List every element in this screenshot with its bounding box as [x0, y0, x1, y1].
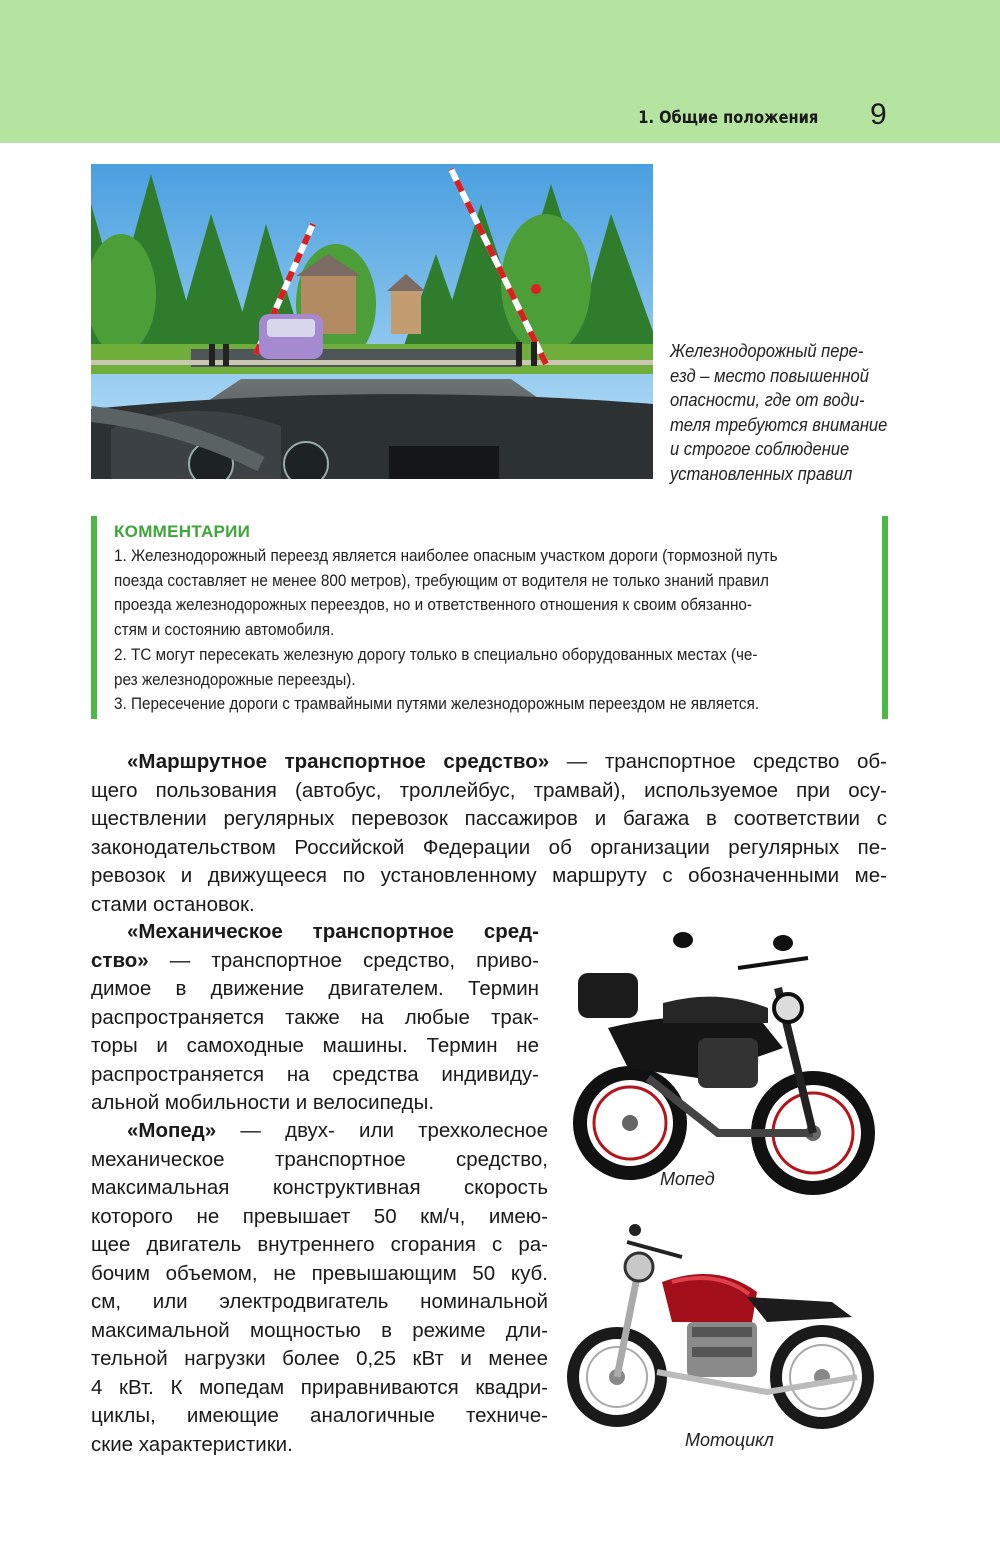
text-line: распространяется на средства индивиду- [91, 1062, 539, 1086]
comment-line: проезда железнодорожных переездов, но и ответственного отношения к своим обязанно- [114, 595, 753, 615]
moped-illustration [568, 928, 876, 1196]
text-line: 4 кВт. К мопедам приравниваются квадри- [91, 1375, 548, 1399]
text-line: ские характеристики. [91, 1432, 293, 1456]
definition-mechanical-vehicle [91, 918, 539, 1118]
text-line: см, или электродвигатель номинальной [91, 1290, 548, 1313]
term: «Мопед» [127, 1119, 217, 1142]
comments-title: КОММЕНТАРИИ [114, 522, 251, 541]
text-line: торы и самоходные машины. Термин не [91, 1034, 539, 1057]
caption-line: и строгое соблюдение [670, 439, 850, 459]
header-band [0, 0, 1000, 143]
text-line: ство» — транспортное средство, приво- [91, 948, 539, 972]
caption-line: опасности, где от води- [670, 390, 865, 410]
text-line: механическое транспортное средство, [91, 1147, 548, 1171]
comments-box [91, 516, 888, 719]
text-line: альной мобильности и велосипеды. [91, 1091, 435, 1114]
motorcycle-illustration [567, 1222, 879, 1430]
text-line: стами остановок. [91, 892, 255, 916]
term: ство» [91, 948, 149, 972]
text-line: которого не превышает 50 км/ч, имею- [91, 1204, 548, 1228]
comment-line: рез железнодорожные переезды). [114, 669, 356, 689]
definition-route-vehicle [91, 748, 887, 919]
comments-body [114, 544, 861, 717]
railway-caption [670, 339, 888, 486]
text-line: щее двигатель внутреннего сгорания с ра- [91, 1233, 548, 1256]
railway-crossing-illustration [91, 164, 653, 479]
comment-line: 1. Железнодорожный переезд является наиболее опасным участком дороги (тормозной путь [114, 546, 778, 565]
comment-line: поезда составляет не менее 800 метров), требующим от водителя не только знаний правил [114, 570, 769, 590]
term: «Маршрутное транспортное средство» [127, 750, 550, 773]
text-line: максимальная конструктивная скорость [91, 1176, 548, 1199]
caption-line: установленных правил [670, 463, 853, 484]
motorcycle-caption: Мотоцикл [685, 1430, 774, 1450]
comment-line: стям и состоянию автомобиля. [114, 620, 335, 640]
text-line: циклы, имеющие аналогичные техниче- [91, 1404, 548, 1427]
text-line: тельной нагрузки более 0,25 кВт и менее [91, 1347, 548, 1370]
text-line: димое в движение двигателем. Термин [91, 977, 539, 1000]
caption-line: езд – место повышенной [670, 365, 869, 386]
text-line: ревозок и движущееся по установленному маршруту с обозначенными ме- [91, 864, 887, 887]
text-line: «Маршрутное транспортное средство» — транспортное средство об- [127, 750, 888, 773]
term: «Механическое транспортное сред- [127, 920, 539, 943]
comment-line: 3. Пересечение дороги с трамвайными путями железнодорожным переездом не является. [114, 694, 760, 714]
text-line: законодательством Российской Федерации об организации регулярных пе- [91, 835, 887, 859]
text-line: щего пользования (автобус, троллейбус, трамвай), используемое при осу- [91, 778, 887, 802]
text-line: распространяется также на любые трак- [91, 1005, 539, 1029]
page-number: 9 [870, 98, 887, 131]
running-head: 1. Общие положения [638, 108, 818, 128]
definition-moped [91, 1117, 548, 1459]
text-line: «Мопед» — двух- или трехколесное [127, 1119, 548, 1142]
text-line: максимальной мощностью в режиме дли- [91, 1318, 548, 1342]
caption-line: Железнодорожный пере- [670, 341, 864, 361]
caption-line: теля требуются внимание [670, 414, 888, 435]
text-line: ществлении регулярных перевозок пассажиров и багажа в соответствии с [91, 807, 887, 830]
text-line: бочим объемом, не превышающим 50 куб. [91, 1261, 548, 1285]
moped-caption: Мопед [660, 1169, 715, 1189]
comment-line: 2. ТС могут пересекать железную дорогу только в специально оборудованных местах (че- [114, 644, 758, 664]
